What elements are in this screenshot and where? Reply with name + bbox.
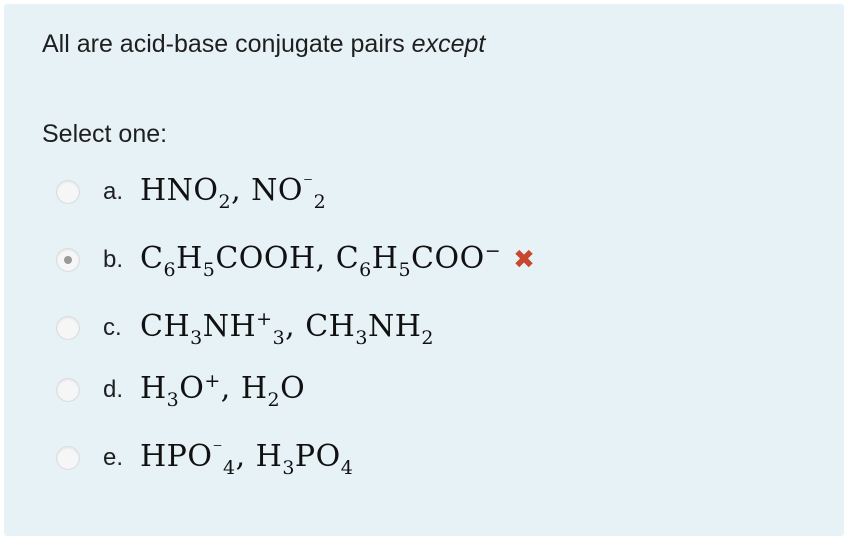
option-letter-b: b.	[103, 246, 124, 273]
question-text-plain: All are acid-base conjugate pairs	[42, 30, 405, 58]
option-formula-a: $HNO_2$, $NO^{^-}_2$	[140, 171, 327, 213]
option-letter-a: a.	[103, 178, 124, 205]
question-panel	[4, 4, 844, 536]
answer-option-e[interactable]	[56, 436, 353, 480]
option-formula-d: $H_3O^+$, $H_2O$	[140, 369, 306, 411]
radio-button-a[interactable]	[56, 180, 80, 204]
x-mark-icon: ✖	[513, 245, 535, 275]
answer-option-c[interactable]	[56, 306, 434, 350]
radio-button-b[interactable]	[56, 248, 80, 272]
option-formula-c: $CH_3NH^+_3$, $CH_3NH_2$	[140, 307, 434, 349]
answer-option-a[interactable]	[56, 170, 326, 214]
radio-button-c[interactable]	[56, 316, 80, 340]
option-letter-e: e.	[103, 444, 124, 471]
option-letter-c: c.	[103, 314, 122, 341]
select-prompt: Select one:	[42, 120, 168, 148]
option-letter-d: d.	[103, 376, 124, 403]
radio-button-d[interactable]	[56, 378, 80, 402]
option-formula-e: $HPO^{^-}_4$, $H_3PO_4$	[140, 437, 354, 479]
question-text	[42, 30, 485, 59]
answer-option-d[interactable]	[56, 368, 305, 412]
question-text-emphasis: except	[411, 30, 486, 58]
radio-button-e[interactable]	[56, 446, 80, 470]
answer-option-b[interactable]	[56, 238, 535, 282]
option-formula-b: $C_6H_5COOH$, $C_6H_5COO^-$	[140, 239, 502, 281]
